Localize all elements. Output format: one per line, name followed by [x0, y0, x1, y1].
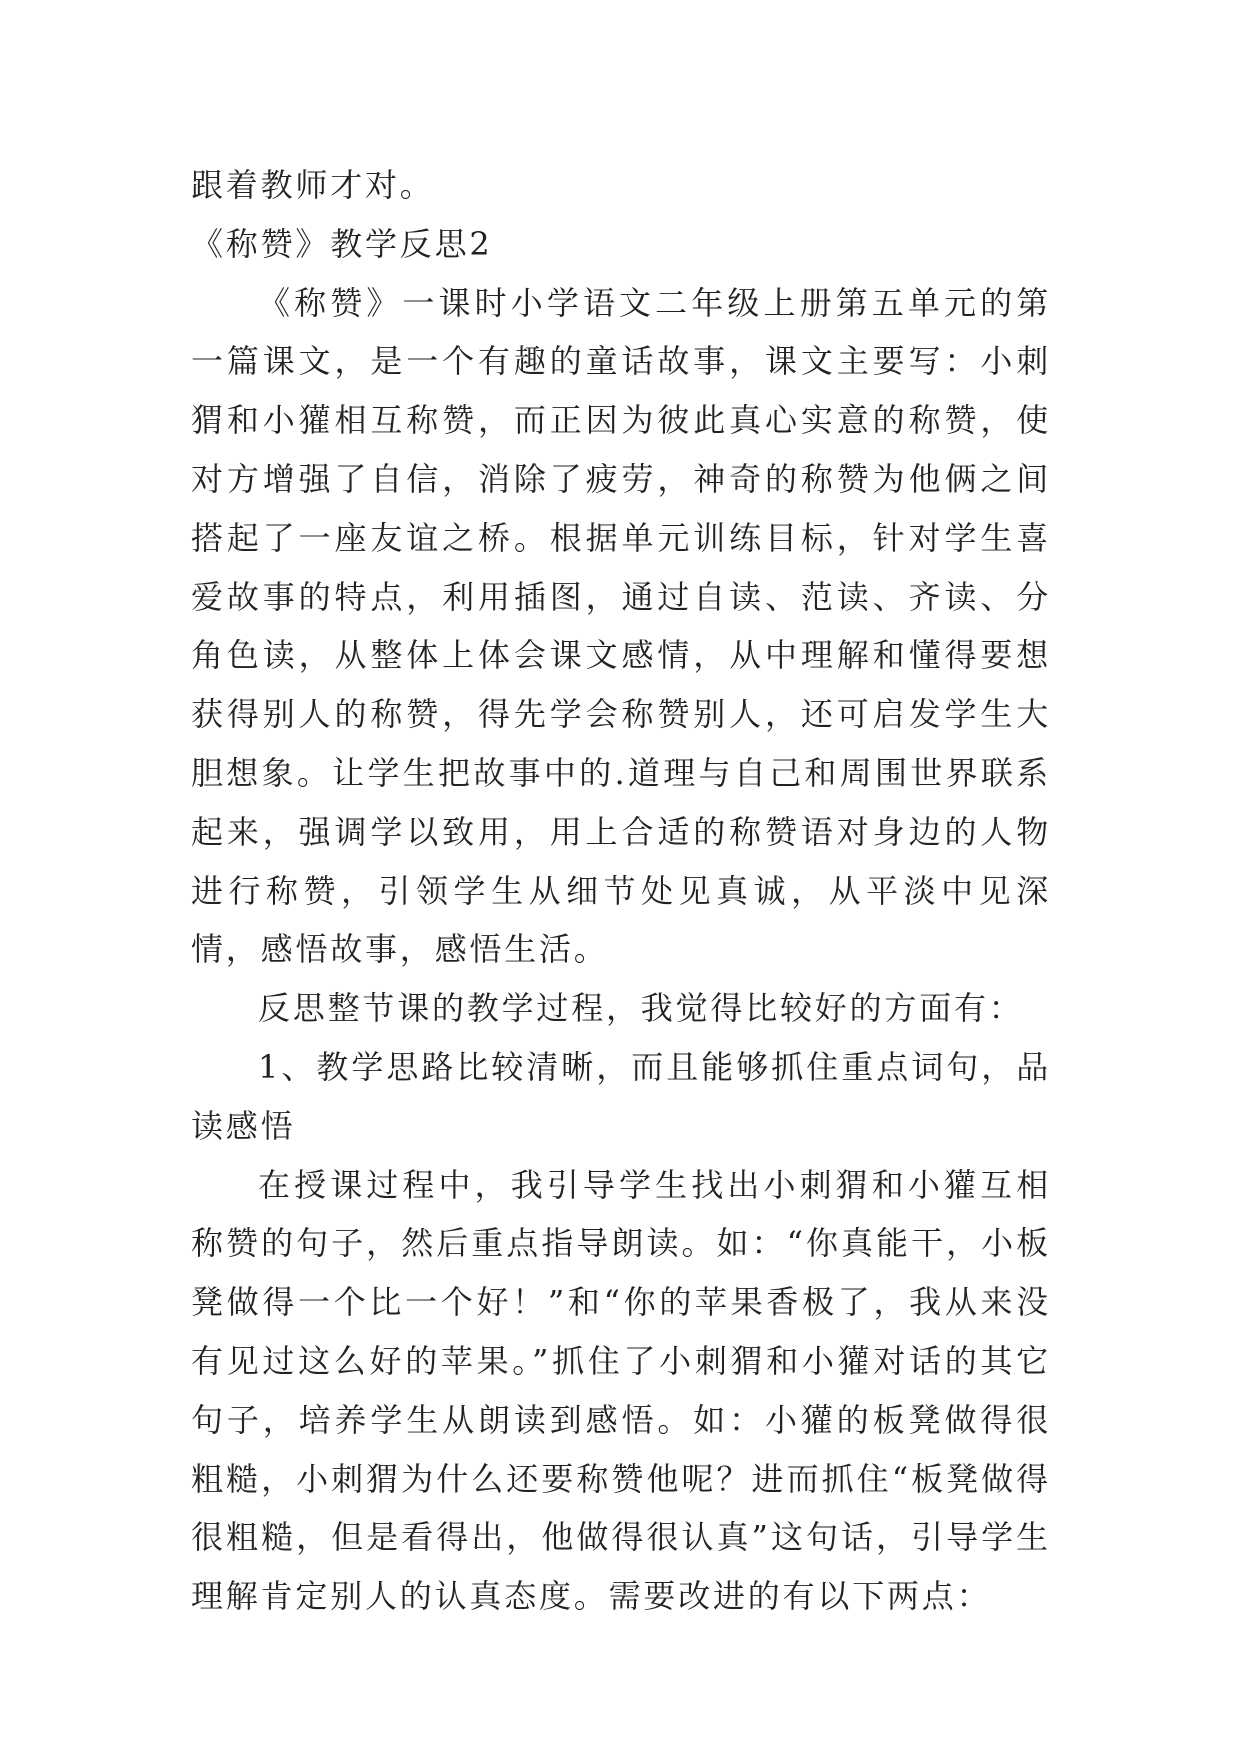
document-body — [191, 156, 1051, 1626]
paragraph-point-1: 1、教学思路比较清晰，而且能够抓住重点词句，品读感悟 — [191, 1047, 1051, 1145]
paragraph-intro: 《称赞》一课时小学语文二年级上册第五单元的第一篇课文，是一个有趣的童话故事，课文主要写：小刺猬和小獾相互称赞，而正因为彼此真心实意的称赞，使对方增强了自信，消除了疲劳，神奇的称赞为他俩之间搭起了一座友谊之桥。根据单元训练目标，针对学生喜爱故事的特点，利用插图，通过自读、范读、齐读、分角色读，从整体上体会课文感情，从中理解和懂得要想获得别人的称赞，得先学会称赞别人，还可启发学生大胆想象。让学生把故事中的.道理与自己和周围世界联系起来，强调学以致用，用上合适的称赞语对身边的人物进行称赞，引领学生从细节处见真诚，从平淡中见深情，感悟故事，感悟生活。 — [191, 283, 1051, 969]
paragraph-reflection: 反思整节课的教学过程，我觉得比较好的方面有： — [258, 989, 1024, 1028]
paragraph-detail: 在授课过程中，我引导学生找出小刺猬和小獾互相称赞的句子，然后重点指导朗读。如：“你真能干，小板凳做得一个比一个好！”和“你的苹果香极了，我从来没有见过这么好的苹果。”抓住了小刺猬和小獾对话的其它句子，培养学生从朗读到感悟。如：小獾的板凳做得很粗糙，小刺猬为什么还要称赞他呢？进而抓住“板凳做得很粗糙，但是看得出，他做得很认真”这句话，引导学生理解肯定别人的认真态度。需要改进的有以下两点： — [191, 1165, 1051, 1616]
section-heading: 《称赞》教学反思2 — [191, 224, 493, 263]
paragraph-continuation: 跟着教师才对。 — [191, 166, 435, 204]
